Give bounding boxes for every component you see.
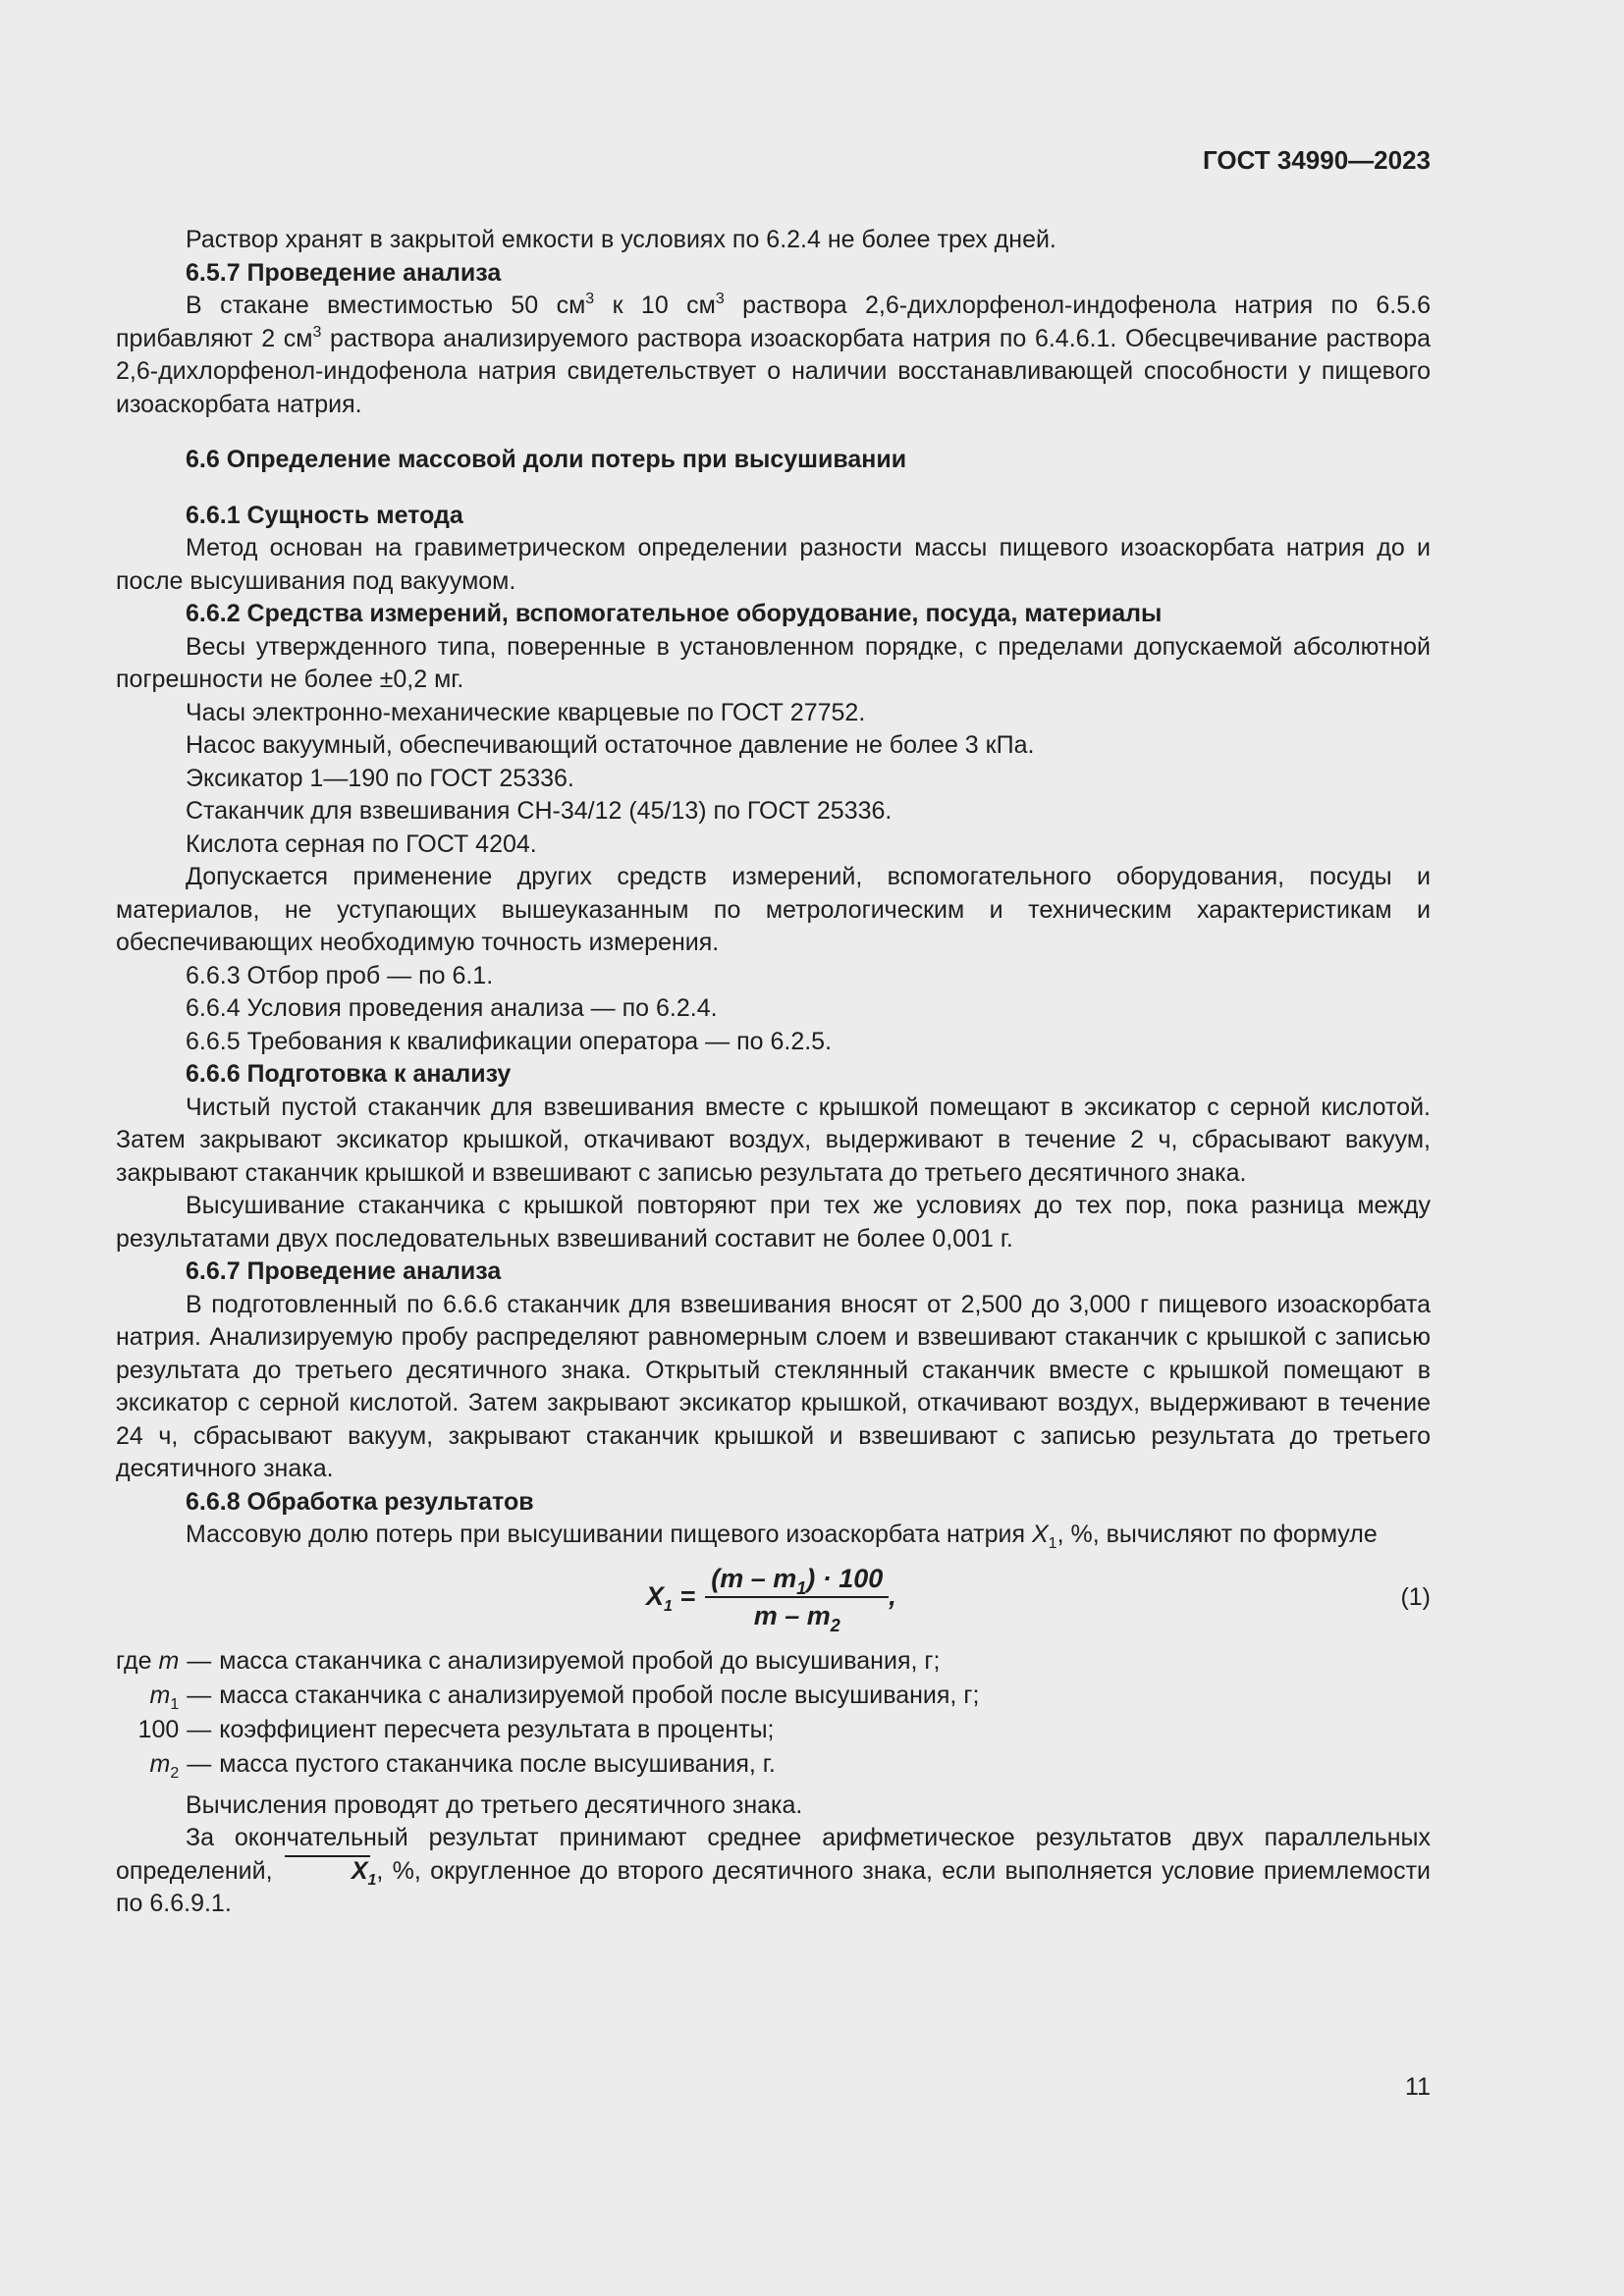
paragraph: Раствор хранят в закрытой емкости в условиях по 6.2.4 не более трех дней. (186, 226, 1056, 253)
paragraph: Допускается применение других средств измерений, вспомогательного оборудования, посуды и материалов, не уступающих вышеуказанным по метрологическим и техническим характеристикам и обеспечивающих необходимую точность измерения. (116, 863, 1431, 956)
definition-row: $m_1$ — масса стаканчика с анализируемой пробой после высушивания, г; (149, 1681, 980, 1713)
section-heading-6-5-7: 6.5.7 Проведение анализа (186, 258, 502, 287)
formula-1: $X_1$ = $\frac{(m - m_1) \cdot 100}{m - m_2}$ , (1) (646, 1563, 1431, 1635)
paragraph: 6.6.5 Требования к квалификации оператора — по 6.2.5. (186, 1027, 833, 1055)
document-header: ГОСТ 34990—2023 (1203, 145, 1431, 175)
section-heading-6-6-7: 6.6.7 Проведение анализа (186, 1257, 502, 1285)
paragraph: Кислота серная по ГОСТ 4204. (186, 829, 537, 858)
equation-number: (1) (1400, 1582, 1431, 1611)
section-heading-6-6-6: 6.6.6 Подготовка к анализу (186, 1060, 512, 1088)
paragraph: Стаканчик для взвешивания СН-34/12 (45/13) по ГОСТ 25336. (186, 797, 893, 825)
definition-row: где m — масса стаканчика с анализируемой пробой до высушивания, г; (116, 1646, 941, 1675)
definition-row: $m_2$ — масса пустого стаканчика после высушивания, г. (149, 1749, 776, 1782)
formula-lhs: $X_1$ = (646, 1580, 696, 1615)
paragraph: 6.6.4 Условия проведения анализа — по 6.2.4. (186, 994, 718, 1022)
formula-denominator: m – $m_2$ (753, 1600, 840, 1635)
section-heading-6-6-1: 6.6.1 Сущность метода (186, 501, 463, 529)
paragraph: 6.6.3 Отбор проб — по 6.1. (186, 961, 494, 989)
paragraph: Вычисления проводят до третьего десятичного знака. (186, 1790, 803, 1819)
paragraph: Эксикатор 1—190 по ГОСТ 25336. (186, 764, 574, 792)
paragraph: В подготовленный по 6.6.6 стаканчик для взвешивания вносят от 2,500 до 3,000 г пищевого изоаскорбата натрия. Анализируемую пробу распределяют равномерным слоем и взвешивают стаканчик с крышкой с записью результата до третьего десятичного знака. Открытый стеклянный стаканчик вместе с крышкой помещают в эксикатор с серной кислотой. Затем закрывают эксикатор крышкой, откачивают воздух, выдерживают в течение 24 ч, сбрасывают вакуум, закрывают стаканчик крышкой и взвешивают с записью результата до третьего десятичного знака. (116, 1290, 1431, 1482)
formula-fraction (705, 1563, 889, 1635)
document-body (116, 224, 1431, 1921)
paragraph-6-5-7: В стакане вместимостью 50 $см^3$ к 10 $см^3$ раствора 2,6-дихлорфенол-индофенола натрия по 6.5.6 прибавляют 2 $см^3$ раствора анализируемого раствора изоаскорбата натрия по 6.4.6.1. Обесцвечивание раствора 2,6-дихлорфенол-индофенола натрия свидетельствует о наличии восстанавливающей способности у пищевого изоаскорбата натрия. (116, 291, 1432, 418)
section-heading-6-6-8: 6.6.8 Обработка результатов (186, 1487, 534, 1516)
paragraph: Насос вакуумный, обеспечивающий остаточное давление не более 3 кПа. (186, 731, 1035, 759)
section-heading-6-6-2: 6.6.2 Средства измерений, вспомогательное оборудование, посуда, материалы (186, 600, 1163, 627)
paragraph: Высушивание стаканчика с крышкой повторяют при тех же условиях до тех пор, пока разница между результатами двух последовательных взвешиваний составит не более 0,001 г. (116, 1192, 1431, 1253)
paragraph: Часы электронно-механические кварцевые по ГОСТ 27752. (186, 698, 866, 726)
paragraph: Чистый пустой стаканчик для взвешивания вместе с крышкой помещают в эксикатор с серной кислотой. Затем закрывают эксикатор крышкой, откачивают воздух, выдерживают в течение 2 ч, сбрасывают вакуум, закрывают стаканчик крышкой и взвешивают с записью результата до третьего десятичного знака. (116, 1093, 1431, 1187)
definitions-list (116, 1644, 979, 1782)
mean-symbol: $X_1$ (282, 1855, 377, 1889)
paragraph: За окончательный результат принимают среднее арифметическое результатов двух параллельных определений, $X_1$, %, округленное до второго десятичного знака, если выполняется условие приемлемости по 6.6.9.1. (116, 1824, 1431, 1917)
paragraph: Метод основан на гравиметрическом определении разности массы пищевого изоаскорбата натрия до и после высушивания под вакуумом. (116, 534, 1431, 595)
definition-row: 100 — коэффициент пересчета результата в проценты; (137, 1715, 775, 1743)
paragraph: Весы утвержденного типа, поверенные в установленном порядке, с пределами допускаемой абсолютной погрешности не более ±0,2 мг. (116, 632, 1431, 693)
page-number: 11 (1405, 2073, 1431, 2101)
formula-numerator: $(m - m_1) \cdot 100$ (705, 1563, 889, 1598)
section-heading-6-6: 6.6 Определение массовой доли потерь при высушивании (186, 446, 907, 473)
paragraph: Массовую долю потерь при высушивании пищевого изоаскорбата натрия $X_1$, %, вычисляют по формуле (186, 1521, 1378, 1552)
